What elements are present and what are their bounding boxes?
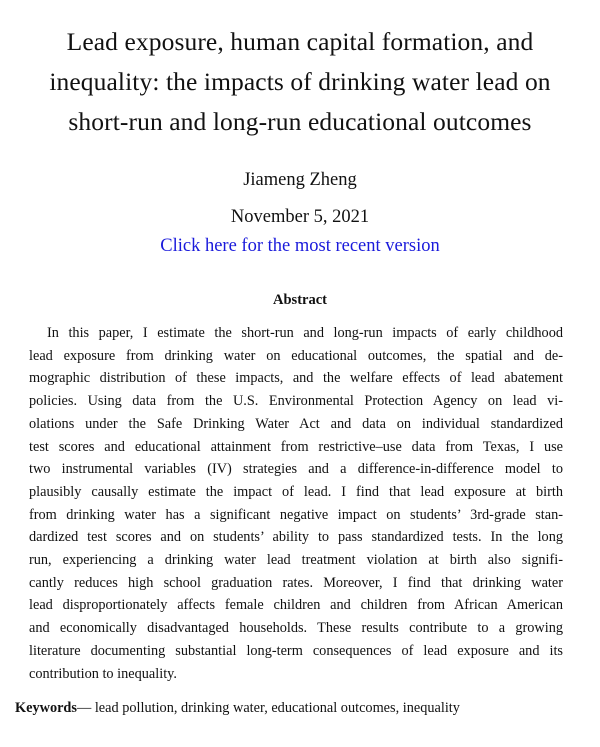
keywords-text: — lead pollution, drinking water, educational outcomes, inequality xyxy=(76,700,460,716)
abstract-line: and economically disadvantaged households. These results contribute to a growing xyxy=(29,620,563,637)
abstract-line: test scores and educational attainment from restrictive–use data from Texas, I use xyxy=(29,438,563,455)
abstract-line: dardized test scores and on students’ ability to pass standardized tests. In the long xyxy=(29,529,563,546)
title-line: short-run and long-run educational outcomes xyxy=(68,107,532,136)
recent-version-link[interactable]: Click here for the most recent version xyxy=(160,236,440,256)
abstract-heading: Abstract xyxy=(273,292,327,308)
abstract-line: mographic distribution of these impacts, and the welfare effects of lead abatement xyxy=(29,370,563,387)
abstract-line: contribution to inequality. xyxy=(29,665,177,682)
title-line: inequality: the impacts of drinking water lead on xyxy=(49,67,551,96)
author-name: Jiameng Zheng xyxy=(243,170,357,190)
abstract-line: two instrumental variables (IV) strategies and a difference-in-difference model to xyxy=(29,461,563,478)
abstract-line: policies. Using data from the U.S. Environmental Protection Agency on lead vi- xyxy=(29,393,563,410)
abstract-line: run, experiencing a drinking water lead treatment violation at birth also signifi- xyxy=(29,552,563,569)
abstract-line: from drinking water has a significant negative impact on students’ 3rd-grade stan- xyxy=(29,506,563,523)
abstract-body xyxy=(29,322,563,685)
title-line: Lead exposure, human capital formation, and xyxy=(66,27,534,56)
publication-date: November 5, 2021 xyxy=(230,207,370,227)
abstract-line: In this paper, I estimate the short-run and long-run impacts of early childhood xyxy=(47,325,563,341)
abstract-line: literature documenting substantial long-term consequences of lead exposure and its xyxy=(29,642,563,659)
abstract-line: plausibly causally estimate the impact of lead. I find that lead exposure at birth xyxy=(29,483,563,500)
paper-title xyxy=(10,22,590,142)
abstract-line: cantly reduces high school graduation rates. Moreover, I find that drinking water xyxy=(29,574,563,591)
keywords-label: Keywords xyxy=(15,700,77,716)
keywords xyxy=(15,700,460,717)
abstract-line: lead disproportionately affects female children and children from African American xyxy=(29,597,563,614)
abstract-line: olations under the Safe Drinking Water Act and data on individual standardized xyxy=(29,415,563,432)
abstract-line: lead exposure from drinking water on educational outcomes, the spatial and de- xyxy=(29,347,563,364)
